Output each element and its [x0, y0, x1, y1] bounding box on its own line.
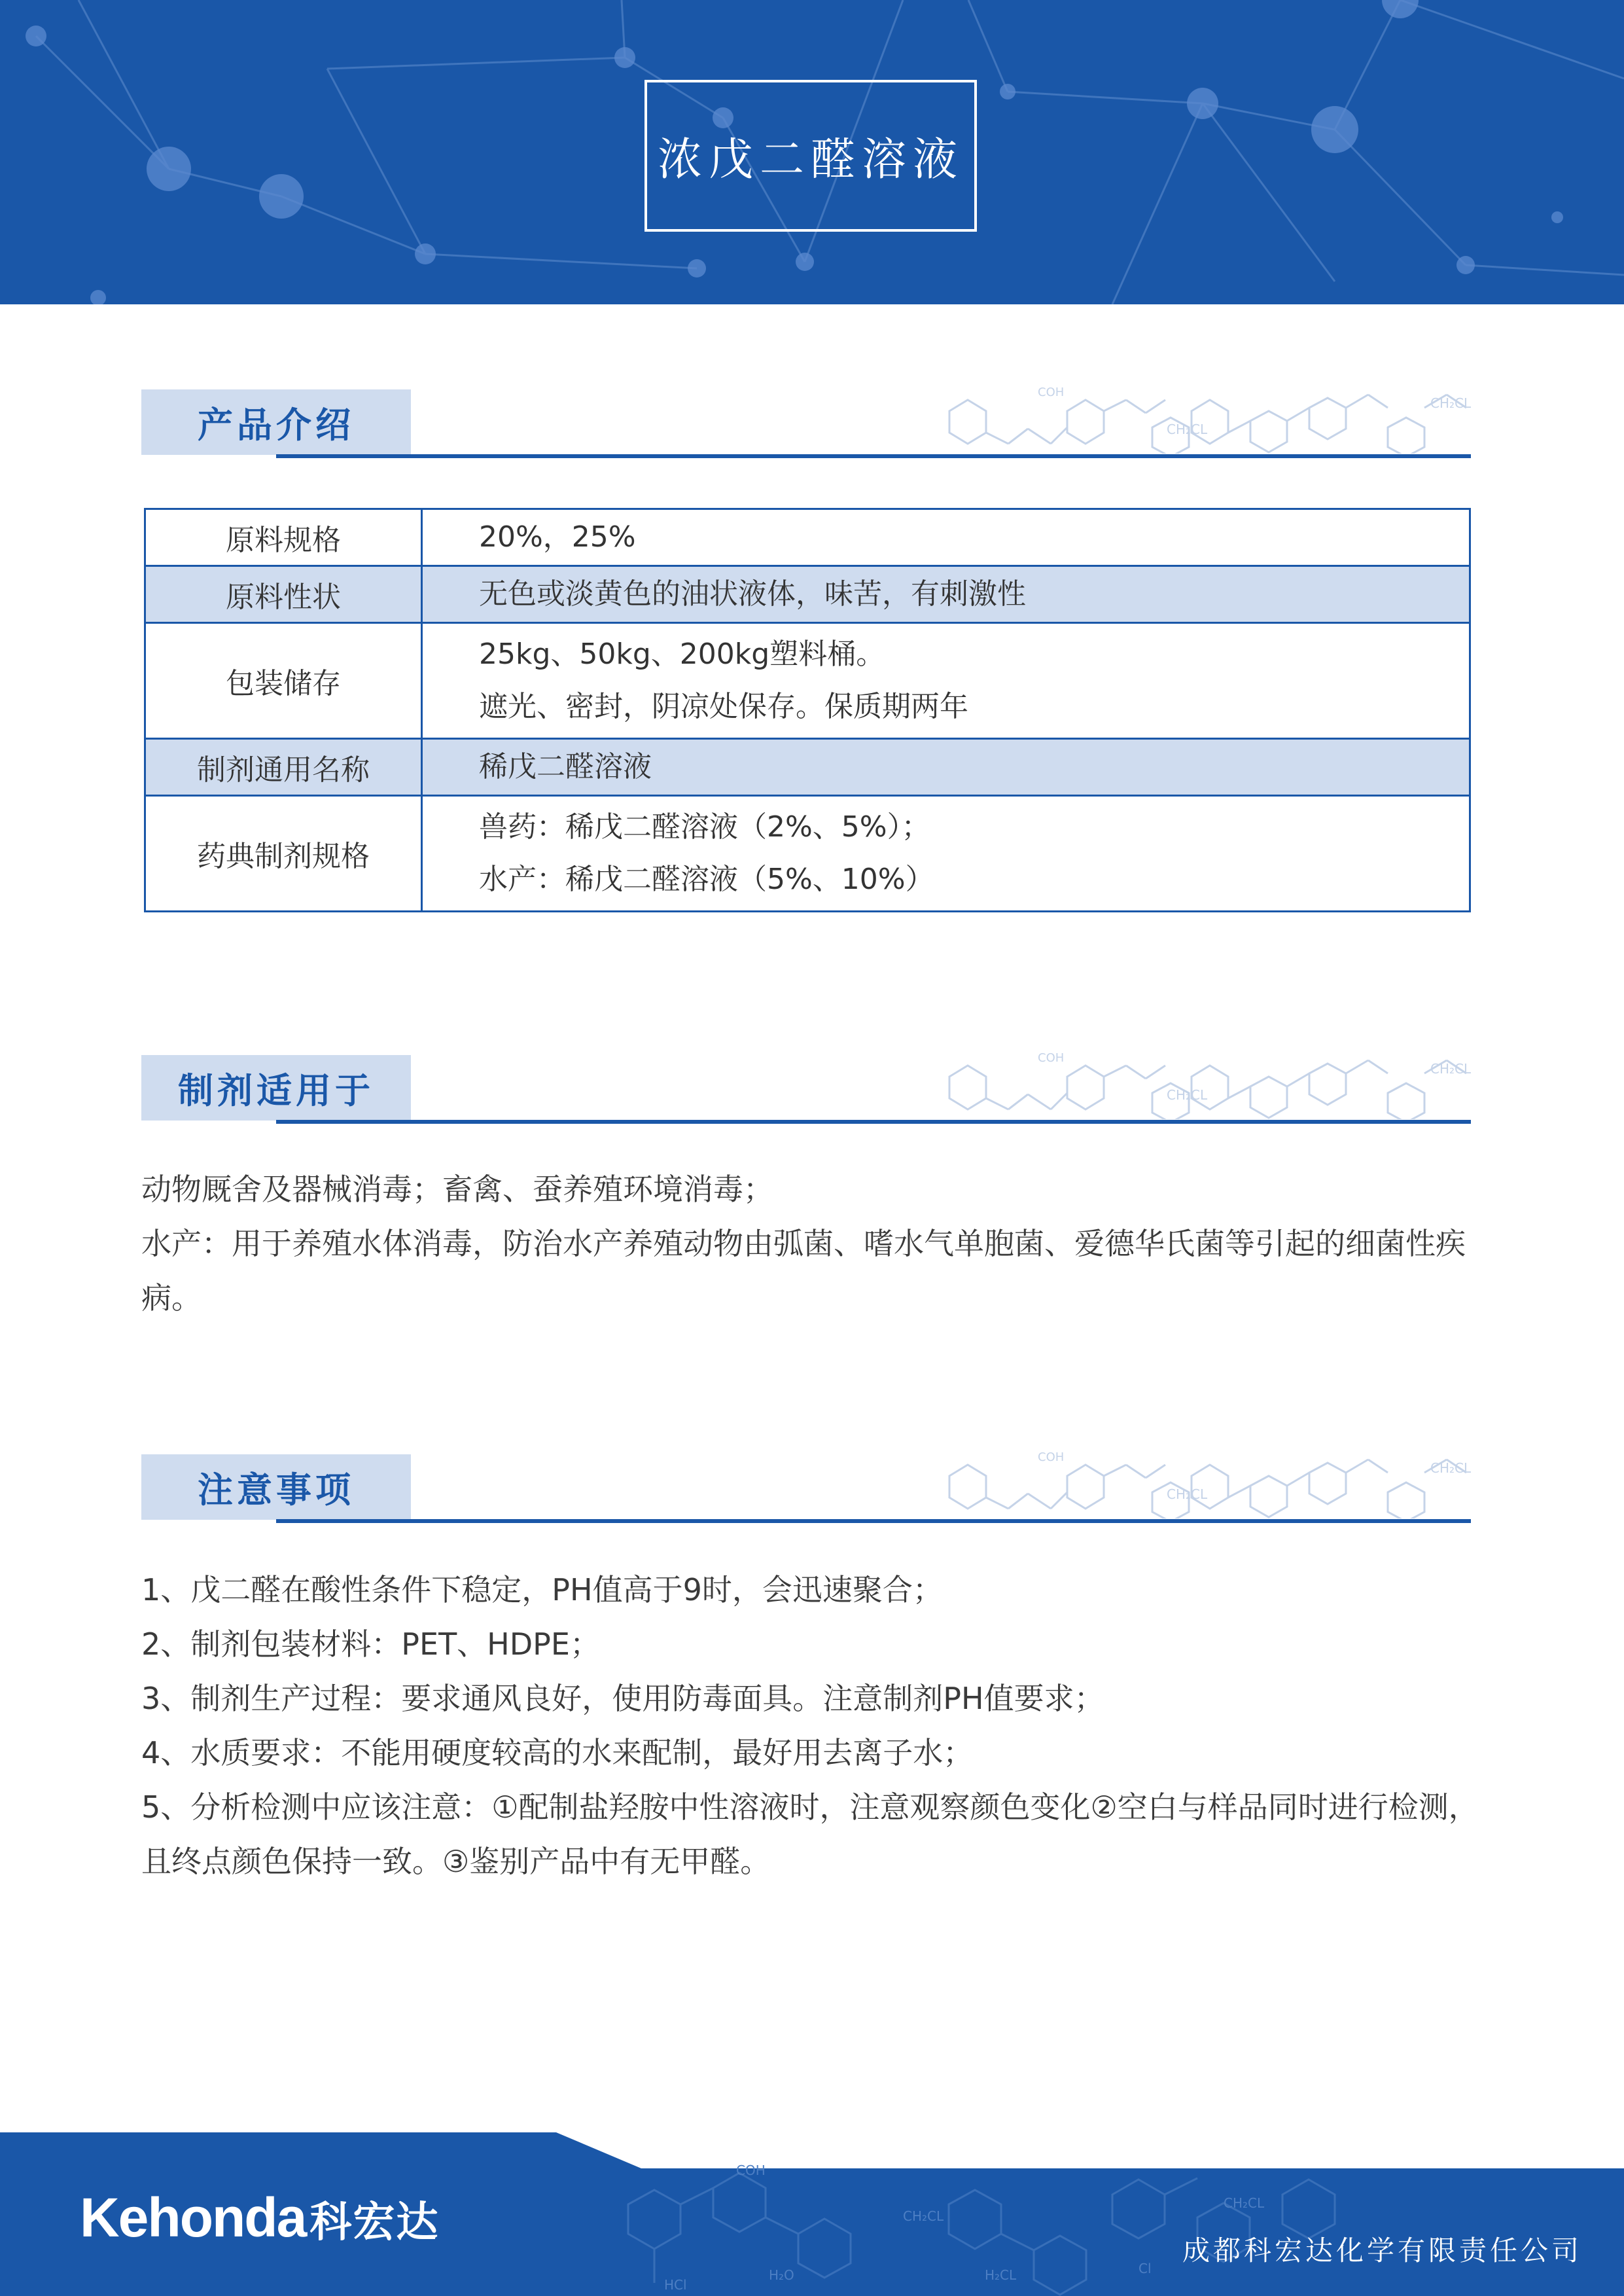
chem-label: CH₂CL: [1430, 1460, 1472, 1476]
table-row: [145, 566, 1470, 623]
chem-label: CH₂CL: [1224, 2195, 1265, 2211]
section-title: 注意事项: [198, 1469, 355, 1511]
section-underline: [276, 1519, 1471, 1523]
section-heading-intro: [141, 386, 1472, 461]
notes-paragraph: [141, 1563, 1489, 1889]
chemical-structure-decoration: [936, 1047, 1473, 1119]
section-title: 产品介绍: [198, 404, 355, 446]
company-logo: [80, 2186, 439, 2250]
chem-label: HCl: [664, 2277, 687, 2293]
section-heading-notes: [141, 1450, 1472, 1526]
chem-label: COH: [736, 2162, 766, 2178]
table-value: [422, 796, 1470, 912]
chem-label: COH: [1038, 386, 1065, 399]
header-banner: [0, 0, 1624, 304]
specification-table: [144, 508, 1471, 912]
table-row: [145, 796, 1470, 912]
logo-chinese: 科宏达: [309, 2198, 440, 2247]
chem-label: CH₂CL: [1430, 395, 1472, 411]
footer-banner: [0, 2132, 1624, 2296]
table-value-line: 20%，25%: [479, 520, 636, 554]
chem-label: CH₂CL: [1430, 1061, 1472, 1077]
table-value-line: 无色或淡黄色的油状液体，味苦，有刺激性: [479, 577, 1026, 611]
table-key: 药典制剂规格: [145, 796, 422, 912]
note-item: 5、分析检测中应该注意：①配制盐羟胺中性溶液时，注意观察颜色变化②空白与样品同时进行检测，且终点颜色保持一致。③鉴别产品中有无甲醛。: [141, 1789, 1479, 1879]
section-underline: [276, 454, 1471, 458]
table-value-line: 遮光、密封，阴凉处保存。保质期两年: [479, 690, 968, 723]
table-value: [422, 739, 1470, 796]
table-key: 原料性状: [145, 566, 422, 623]
chemical-structure-decoration: [936, 1446, 1473, 1518]
chem-label: CH₂CL: [903, 2208, 944, 2224]
note-item: 1、戊二醛在酸性条件下稳定，PH值高于9时，会迅速聚合；: [141, 1572, 943, 1607]
chem-label: CH₂CL: [1167, 1087, 1208, 1103]
table-value: [422, 623, 1470, 739]
note-item: 4、水质要求：不能用硬度较高的水来配制，最好用去离子水；: [141, 1735, 974, 1770]
usage-line: 动物厩舍及器械消毒；畜禽、蚕养殖环境消毒；: [141, 1172, 773, 1207]
note-item: 2、制剂包装材料：PET、HDPE；: [141, 1626, 600, 1662]
table-row: [145, 509, 1470, 566]
table-value-line: 水产：稀戊二醛溶液（5%、10%）: [479, 863, 934, 896]
table-key: 制剂通用名称: [145, 739, 422, 796]
table-value-line: 稀戊二醛溶液: [479, 750, 652, 783]
chem-label: Cl: [1139, 2261, 1152, 2276]
table-value-line: 25kg、50kg、200kg塑料桶。: [479, 637, 885, 671]
chem-label: CH₂CL: [1167, 1486, 1208, 1502]
usage-paragraph: [141, 1162, 1489, 1325]
table-row: [145, 739, 1470, 796]
table-value: [422, 566, 1470, 623]
chem-label: COH: [1038, 1450, 1065, 1464]
chem-label: H₂CL: [985, 2267, 1017, 2283]
chemical-structure-decoration: [936, 382, 1473, 454]
section-underline: [276, 1120, 1471, 1124]
chem-label: CH₂CL: [1167, 422, 1208, 437]
section-heading-usage: [141, 1051, 1472, 1127]
table-key: 包装储存: [145, 623, 422, 739]
chem-label: COH: [1038, 1051, 1065, 1065]
section-title: 制剂适用于: [178, 1069, 374, 1111]
chem-label: H₂O: [769, 2267, 794, 2283]
usage-line: 水产：用于养殖水体消毒，防治水产养殖动物由弧菌、嗜水气单胞菌、爱德华氏菌等引起的细菌性疾病。: [141, 1226, 1466, 1316]
page-title: 浓戊二醛溶液: [657, 134, 964, 186]
table-value: [422, 509, 1470, 566]
table-key: 原料规格: [145, 509, 422, 566]
note-item: 3、制剂生产过程：要求通风良好，使用防毒面具。注意制剂PH值要求；: [141, 1681, 1104, 1716]
company-name: 成都科宏达化学有限责任公司: [1182, 2234, 1582, 2267]
table-value-line: 兽药：稀戊二醛溶液（2%、5%）；: [479, 810, 930, 844]
title-frame: [644, 80, 977, 232]
table-row: [145, 623, 1470, 739]
logo-latin: Kehonda: [80, 2187, 306, 2248]
